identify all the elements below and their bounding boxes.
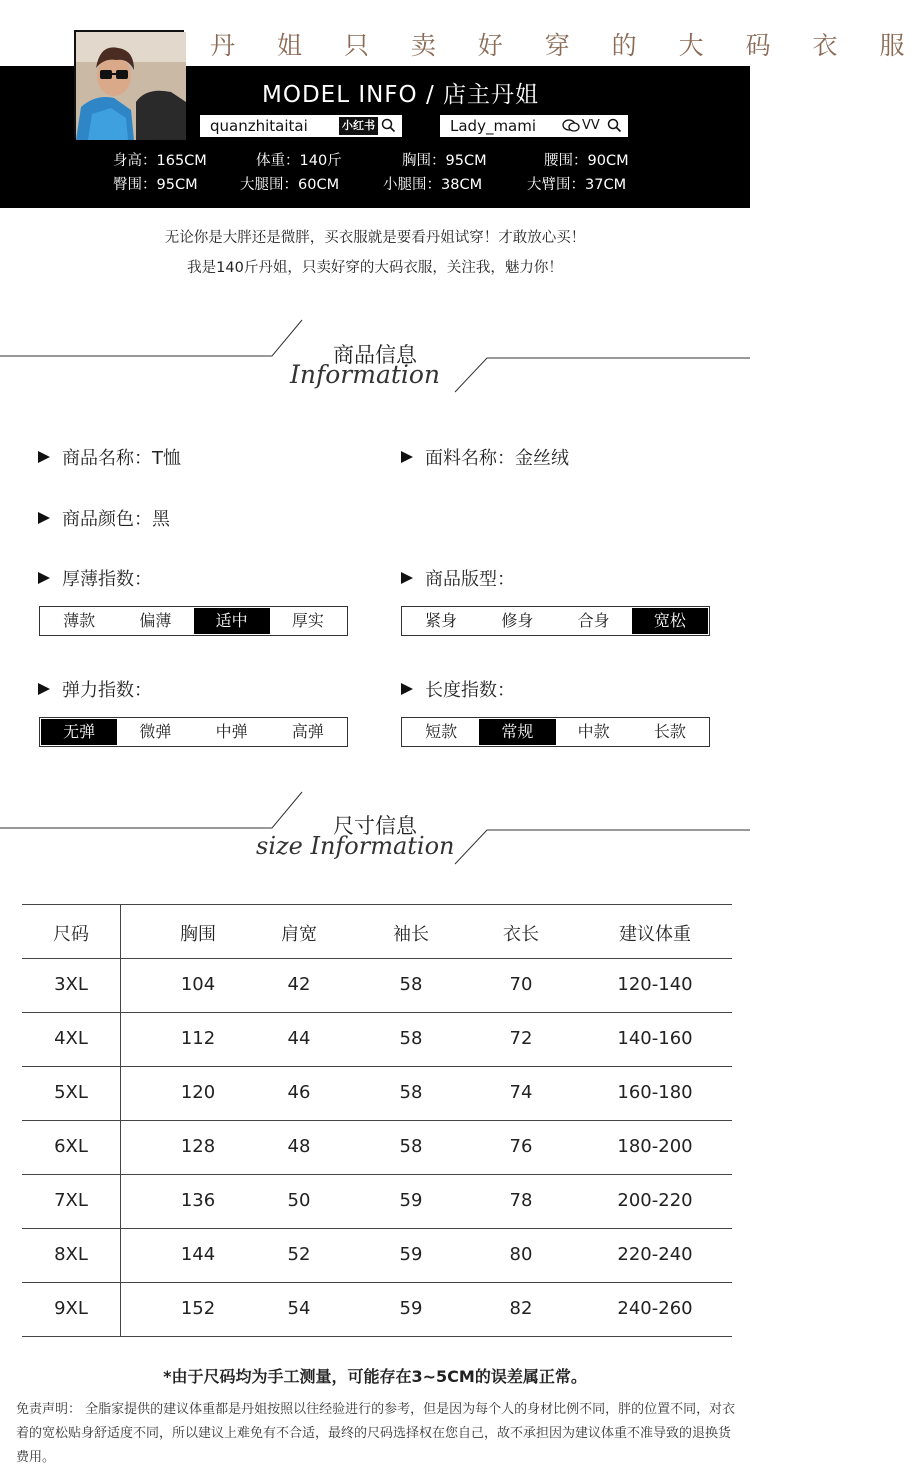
- fit-scale: [401, 606, 710, 636]
- scale-option: 高弹: [291, 722, 324, 741]
- table-cell: 44: [287, 1028, 311, 1049]
- measurement-bust: 胸围：95CM: [402, 153, 487, 169]
- scale-option: 长款: [653, 722, 686, 741]
- size-section-title: 尺寸信息: [333, 814, 417, 838]
- table-cell: 4XL: [54, 1028, 88, 1049]
- table-cell: 58: [399, 1082, 423, 1103]
- table-cell: 58: [399, 974, 423, 995]
- social-account-xiaohongshu[interactable]: [200, 115, 402, 137]
- table-cell: 58: [399, 1136, 423, 1157]
- table-cell: 240-260: [617, 1298, 693, 1319]
- scale-option: 常规: [479, 719, 555, 745]
- table-cell: 220-240: [617, 1244, 693, 1265]
- measurement-note: *由于尺码均为手工测量，可能存在3~5CM的误差属正常。: [163, 1367, 587, 1386]
- social-handle: quanzhitaitai: [210, 117, 308, 135]
- table-header-cell: 胸围: [180, 924, 216, 945]
- table-column-divider: [120, 904, 121, 1336]
- product-name: 商品名称：T恤: [38, 444, 181, 470]
- table-cell: 144: [180, 1244, 216, 1265]
- arrow-icon: [38, 512, 50, 524]
- table-cell: 136: [180, 1190, 216, 1211]
- table-cell: 128: [180, 1136, 216, 1157]
- table-cell: 80: [509, 1244, 533, 1265]
- table-header-cell: 袖长: [393, 924, 429, 945]
- arrow-icon: [401, 572, 413, 584]
- table-cell: 140-160: [617, 1028, 693, 1049]
- social-handle: Lady_mami: [450, 117, 537, 135]
- measurement-hip: 臀围：95CM: [113, 177, 198, 193]
- table-cell: 52: [287, 1244, 311, 1265]
- scale-option: 偏薄: [139, 611, 172, 630]
- table-cell: 104: [180, 974, 216, 995]
- thickness-scale: [39, 606, 348, 636]
- wechat-icon: [562, 119, 580, 133]
- avatar: [74, 30, 184, 138]
- arrow-icon: [38, 451, 50, 463]
- scale-option: 薄款: [63, 611, 96, 630]
- table-cell: 5XL: [54, 1082, 88, 1103]
- disclaimer: 免责声明： 全脂家提供的建议体重都是丹姐按照以往经验进行的参考，但是因为每个人的身材比例不同，胖的位置不同，对衣着的宽松贴身舒适度不同，所以建议上难免有不合适，最终的尺码选择权在您自己，故不承担因为建议体重不准导致的退换货费用。: [16, 1402, 736, 1465]
- table-cell: 59: [399, 1244, 423, 1265]
- table-rule: [22, 1228, 732, 1229]
- xiaohongshu-badge: 小红书: [339, 117, 378, 135]
- intro-line-1: 无论你是大胖还是微胖，买衣服就是要看丹姐试穿！才敢放心买！: [164, 230, 586, 246]
- elasticity-label: 弹力指数：: [38, 676, 152, 702]
- table-rule: [22, 1012, 732, 1013]
- arrow-icon: [401, 683, 413, 695]
- table-rule: [22, 904, 732, 905]
- table-header-cell: 尺码: [53, 924, 89, 945]
- scale-option: 厚实: [291, 611, 324, 630]
- table-cell: 160-180: [617, 1082, 693, 1103]
- search-icon: [381, 118, 396, 133]
- table-cell: 8XL: [54, 1244, 88, 1265]
- scale-option: 紧身: [425, 611, 458, 630]
- table-cell: 59: [399, 1298, 423, 1319]
- table-cell: 9XL: [54, 1298, 88, 1319]
- table-cell: 120-140: [617, 974, 693, 995]
- product-color: 商品颜色：黑: [38, 505, 170, 531]
- scale-option: 微弹: [139, 722, 172, 741]
- fit-label: 商品版型：: [401, 565, 515, 591]
- table-cell: 70: [509, 974, 533, 995]
- search-icon: [607, 118, 622, 133]
- table-cell: 46: [287, 1082, 311, 1103]
- measurement-weight: 体重：140斤: [256, 153, 342, 169]
- table-cell: 50: [287, 1190, 311, 1211]
- table-cell: 152: [180, 1298, 216, 1319]
- table-rule: [22, 1120, 732, 1121]
- measurement-thigh: 大腿围：60CM: [240, 177, 340, 193]
- social-account-wechat[interactable]: [440, 115, 628, 137]
- table-header-cell: 肩宽: [281, 924, 317, 945]
- table-cell: 6XL: [54, 1136, 88, 1157]
- table-cell: 180-200: [617, 1136, 693, 1157]
- scale-option: 中弹: [215, 722, 248, 741]
- arrow-icon: [38, 683, 50, 695]
- table-header-cell: 建议体重: [619, 924, 691, 945]
- table-cell: 74: [509, 1082, 533, 1103]
- thickness-label: 厚薄指数：: [38, 565, 152, 591]
- measurement-waist: 腰围：90CM: [544, 153, 629, 169]
- table-rule: [22, 1174, 732, 1175]
- size-section-script: size Information: [256, 832, 455, 860]
- table-cell: 7XL: [54, 1190, 88, 1211]
- product-section-title: 商品信息: [333, 343, 417, 367]
- table-cell: 200-220: [617, 1190, 693, 1211]
- table-cell: 120: [180, 1082, 216, 1103]
- table-cell: 72: [509, 1028, 533, 1049]
- table-cell: 3XL: [54, 974, 88, 995]
- scale-option: 无弹: [41, 719, 117, 745]
- length-label: 长度指数：: [401, 676, 515, 702]
- table-cell: 59: [399, 1190, 423, 1211]
- table-rule: [22, 958, 732, 959]
- measurement-calf: 小腿围：38CM: [383, 177, 483, 193]
- product-section-script: Information: [290, 360, 441, 389]
- table-cell: 54: [287, 1298, 311, 1319]
- table-cell: 76: [509, 1136, 533, 1157]
- table-cell: 48: [287, 1136, 311, 1157]
- wechat-label: VV: [582, 118, 600, 133]
- measurement-height: 身高：165CM: [113, 153, 207, 169]
- scale-option: 宽松: [632, 608, 708, 634]
- scale-option: 适中: [194, 608, 270, 634]
- scale-option: 合身: [577, 611, 610, 630]
- table-cell: 58: [399, 1028, 423, 1049]
- elasticity-scale: [39, 717, 348, 747]
- table-rule: [22, 1336, 732, 1337]
- measurement-upper-arm: 大臂围：37CM: [527, 177, 627, 193]
- table-rule: [22, 1066, 732, 1067]
- length-scale: [401, 717, 710, 747]
- table-cell: 78: [509, 1190, 533, 1211]
- table-header-cell: 衣长: [503, 924, 539, 945]
- scale-option: 短款: [425, 722, 458, 741]
- arrow-icon: [401, 451, 413, 463]
- intro-line-2: 我是140斤丹姐，只卖好穿的大码衣服，关注我，魅力你！: [187, 260, 563, 276]
- table-cell: 82: [509, 1298, 533, 1319]
- header-slogan: 丹 姐 只 卖 好 穿 的 大 码 衣 服: [210, 31, 921, 60]
- product-fabric: 面料名称：金丝绒: [401, 444, 569, 470]
- table-cell: 42: [287, 974, 311, 995]
- model-info-title: MODEL INFO / 店主丹姐: [262, 82, 540, 108]
- table-rule: [22, 1282, 732, 1283]
- arrow-icon: [38, 572, 50, 584]
- scale-option: 修身: [501, 611, 534, 630]
- scale-option: 中款: [577, 722, 610, 741]
- table-cell: 112: [180, 1028, 216, 1049]
